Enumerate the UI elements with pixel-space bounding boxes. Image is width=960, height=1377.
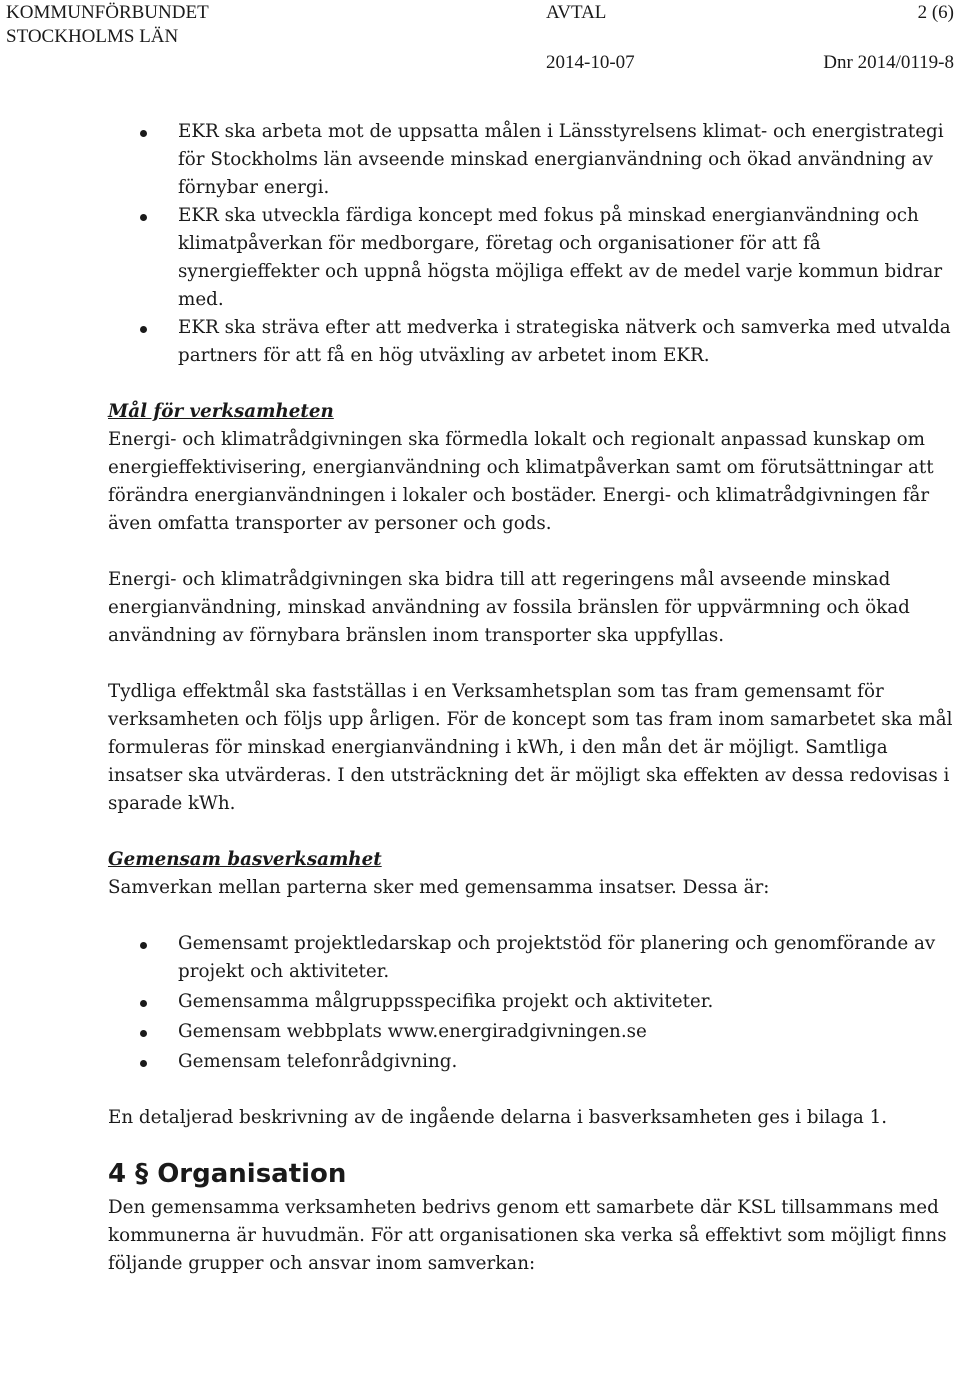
document-body (108, 118, 954, 1278)
section-heading-organisation: 4 § Organisation (108, 1159, 347, 1189)
page-header (0, 0, 960, 80)
paragraph: Samverkan mellan parterna sker med gemensamma insatser. Dessa är: (108, 877, 770, 898)
list-item: Gemensamma målgruppsspecifika projekt och aktiviteter. (0, 988, 954, 1016)
goals-bullet-list (108, 118, 954, 370)
paragraph: Den gemensamma verksamheten bedrivs genom ett samarbete där KSL tillsammans med kommunerna är huvudmän. För att organisationen ska verka så effektivt som möjligt finns följande grupper och ansvar inom samverkan: (108, 1197, 947, 1274)
bullet-icon (140, 214, 147, 221)
paragraph: En detaljerad beskrivning av de ingående delarna i basverksamheten ges i bilaga 1. (108, 1107, 888, 1128)
org-name-line2: STOCKHOLMS LÄN (6, 26, 179, 47)
document-type: AVTAL (546, 2, 607, 23)
page-number: 2 (6) (917, 2, 954, 23)
bullet-icon (140, 130, 147, 137)
list-item: Gemensamt projektledarskap och projektstöd för planering och genomförande av projekt och aktiviteter. (0, 930, 954, 986)
bullet-icon (140, 1000, 147, 1007)
section-heading-basverksamhet: Gemensam basverksamhet (108, 849, 382, 870)
paragraph: Tydliga effektmål ska fastställas i en Verksamhetsplan som tas fram gemensamt för verksamheten och följs upp årligen. För de koncept som tas fram inom samarbetet ska mål formuleras för minskad energianvändning i kWh, i den mån det är möjligt. Samtliga insatser ska utvärderas. I den utsträckning det är möjligt ska effekten av dessa redovisas i sparade kWh. (108, 681, 953, 814)
document-date: 2014-10-07 (546, 52, 635, 73)
list-item: Gemensam telefonrådgivning. (0, 1048, 954, 1076)
bullet-icon (140, 1030, 147, 1037)
paragraph: Energi- och klimatrådgivningen ska bidra till att regeringens mål avseende minskad energianvändning, minskad användning av fossila bränslen för uppvärmning och ökad användning av förnybara bränslen inom transporter ska uppfyllas. (108, 569, 910, 646)
org-name-line1: KOMMUNFÖRBUNDET (6, 2, 209, 23)
bullet-icon (140, 1060, 147, 1067)
bullet-icon (140, 326, 147, 333)
document-reference-number: Dnr 2014/0119-8 (823, 52, 954, 73)
paragraph: Energi- och klimatrådgivningen ska förmedla lokalt och regionalt anpassad kunskap om energieffektivisering, energianvändning och klimatpåverkan samt om förutsättningar att förändra energianvändningen i lokaler och bostäder. Energi- och klimatrådgivningen får även omfatta transporter av personer och gods. (108, 429, 934, 534)
list-item: EKR ska utveckla färdiga koncept med fokus på minskad energianvändning och klimatpåverkan för medborgare, företag och organisationer för att få synergieffekter och uppnå högsta möjliga effekt av de medel varje kommun bidrar med. (0, 202, 954, 314)
list-item: Gemensam webbplats www.energiradgivningen.se (0, 1018, 954, 1046)
section-heading-mal: Mål för verksamheten (108, 401, 334, 422)
basverksamhet-bullet-list (108, 930, 954, 1076)
list-item: EKR ska arbeta mot de uppsatta målen i Länsstyrelsens klimat- och energistrategi för Stockholms län avseende minskad energianvändning och ökad användning av förnybar energi. (0, 118, 954, 202)
bullet-icon (140, 942, 147, 949)
list-item: EKR ska sträva efter att medverka i strategiska nätverk och samverka med utvalda partners för att få en hög utväxling av arbetet inom EKR. (0, 314, 954, 370)
